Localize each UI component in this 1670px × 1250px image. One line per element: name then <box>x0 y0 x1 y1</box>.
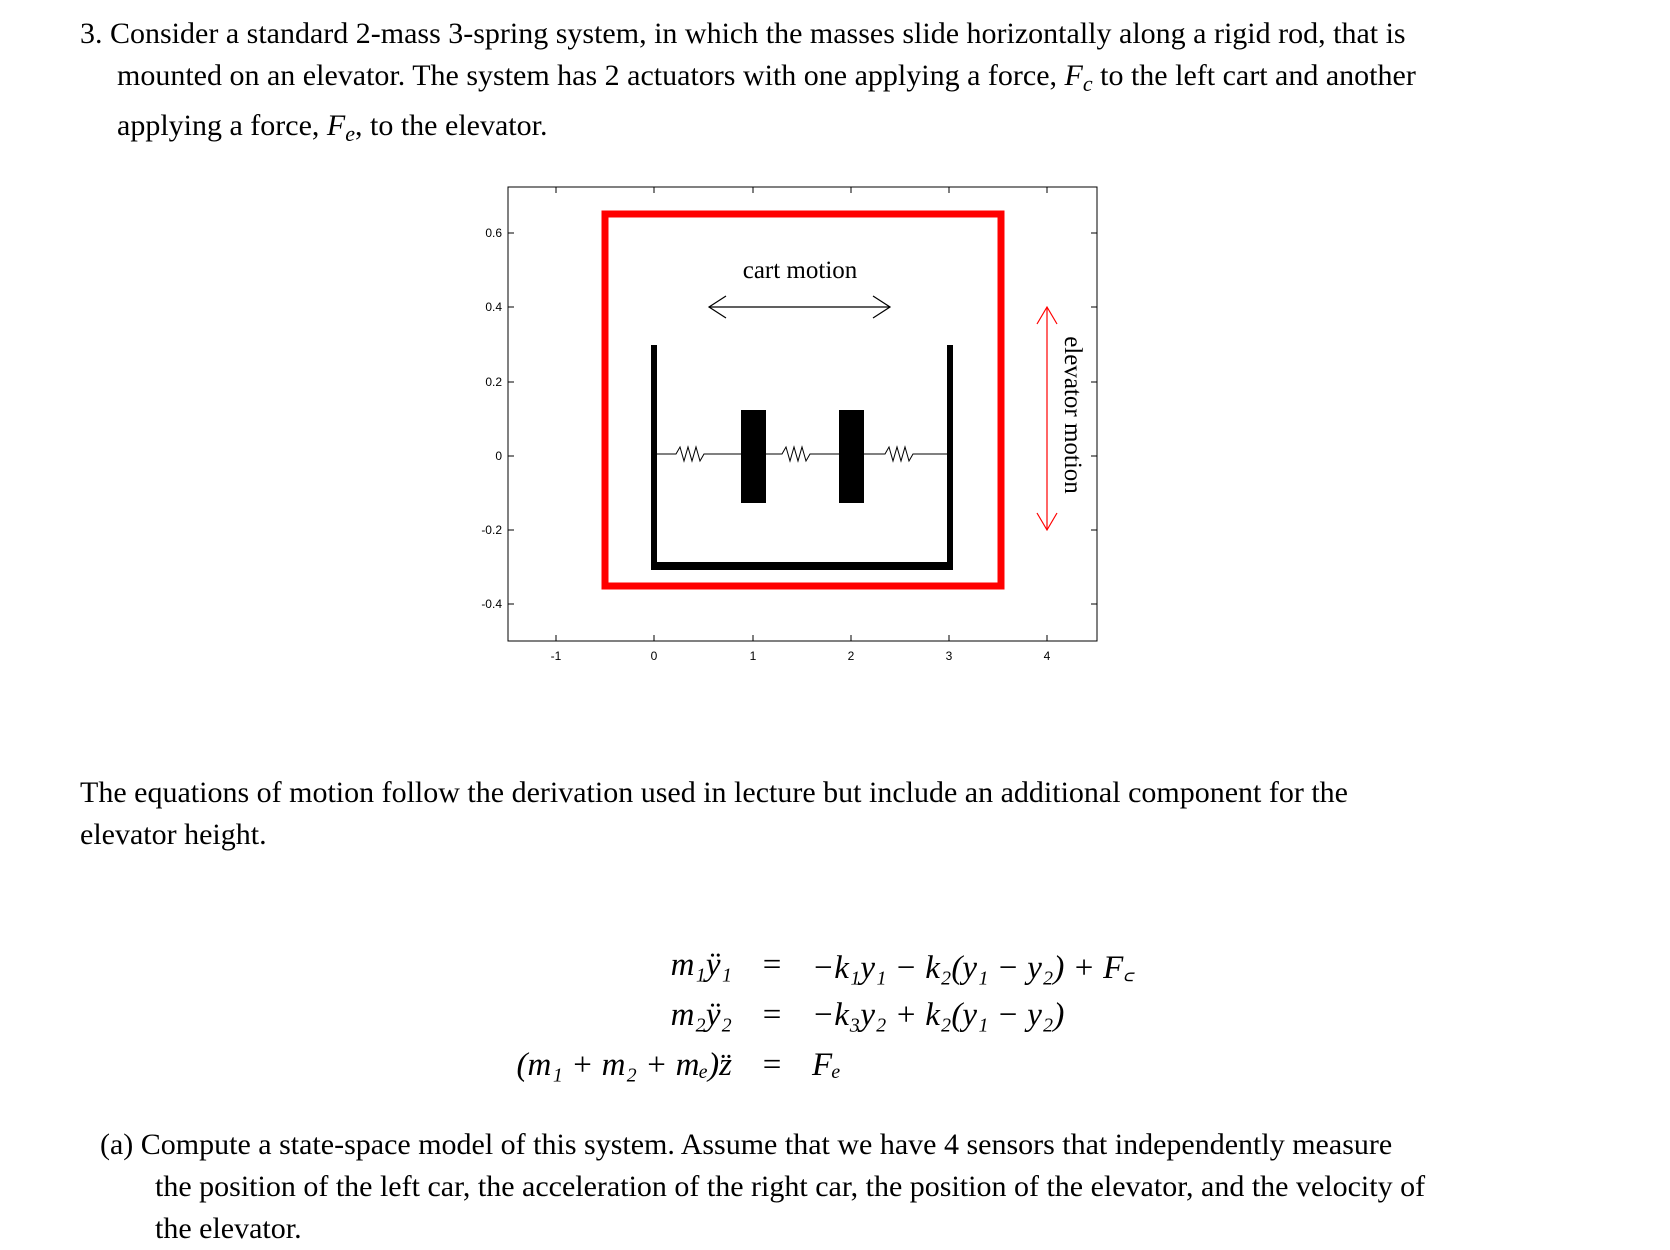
axes-box <box>508 187 1097 641</box>
spring-middle <box>766 447 839 461</box>
part-a-line-1: Compute a state-space model of this system. Assume that we have 4 sensors that independently measure <box>140 1128 1393 1161</box>
system-diagram-svg <box>480 185 1180 705</box>
equation-lhs: m₂ÿ₂ <box>670 996 732 1033</box>
equation-row <box>460 940 1220 990</box>
y-tick-label: 0.2 <box>485 375 502 389</box>
equation-row <box>460 1040 1220 1090</box>
equations-intro-line-2: elevator height. <box>80 818 267 851</box>
x-tick-label: 1 <box>749 649 757 663</box>
equation-equals: = <box>762 996 782 1033</box>
force-c-subscript: c <box>1082 71 1093 96</box>
intro-line-2a: mounted on an elevator. The system has 2 actuators with one applying a force, <box>117 59 1065 92</box>
part-a-label: (a) <box>100 1128 134 1161</box>
spring-left <box>657 447 741 461</box>
equation-rhs: −k₃y₂ + k₂(y₁ − y₂) <box>812 996 1065 1033</box>
equations-block <box>460 940 1220 1090</box>
y-tick-label: 0.6 <box>485 226 502 240</box>
part-a-line-3: the elevator. <box>155 1212 302 1245</box>
x-ticks <box>556 187 1047 641</box>
x-tick-label: 0 <box>650 649 658 663</box>
mass-left <box>741 410 766 503</box>
intro-line-1: Consider a standard 2-mass 3-spring system, in which the masses slide horizontally along a rigid rod, that is <box>110 17 1406 50</box>
part-a-line-2: the position of the left car, the acceleration of the right car, the position of the elevator, and the velocity of <box>155 1170 1426 1203</box>
force-e-symbol: F <box>326 109 346 142</box>
y-tick-label: -0.2 <box>481 523 502 537</box>
problem-statement <box>80 13 1570 155</box>
cart-motion-label: cart motion <box>742 257 858 284</box>
equations-intro <box>80 772 1570 856</box>
cart-motion-arrow <box>709 296 890 318</box>
elevator-motion-label: elevator motion <box>1059 336 1086 494</box>
y-ticks <box>508 233 1097 604</box>
intro-line-2b: to the left cart and another <box>1092 59 1416 92</box>
intro-line-3a: applying a force, <box>117 109 327 142</box>
y-tick-label: 0.4 <box>485 300 502 314</box>
x-tick-label: 3 <box>945 649 953 663</box>
equation-rhs: Fₑ <box>812 1046 841 1083</box>
part-a <box>100 1124 1570 1250</box>
mass-right <box>839 410 864 503</box>
spring-right <box>864 447 947 461</box>
x-tick-label: 2 <box>847 649 855 663</box>
equation-rhs: −k₁y₁ − k₂(y₁ − y₂) + F꜀ <box>812 949 1135 986</box>
force-e-subscript: e <box>345 121 356 146</box>
equation-row <box>460 990 1220 1040</box>
x-tick-label: 4 <box>1043 649 1051 663</box>
equation-lhs: m₁ÿ₁ <box>670 946 732 983</box>
elevator-motion-arrow <box>1037 307 1057 530</box>
equation-lhs: (m₁ + m₂ + mₑ)z̈ <box>516 1046 732 1083</box>
intro-line-3b: , to the elevator. <box>355 109 548 142</box>
force-c-symbol: F <box>1064 59 1083 92</box>
equation-equals: = <box>762 946 782 983</box>
system-figure <box>480 185 1180 705</box>
equations-intro-line-1: The equations of motion follow the derivation used in lecture but include an additional component for the <box>80 776 1348 809</box>
equation-equals: = <box>762 1046 782 1083</box>
problem-number: 3. <box>80 17 103 50</box>
y-tick-label: 0 <box>495 449 502 463</box>
y-tick-label: -0.4 <box>481 597 502 611</box>
x-tick-label: -1 <box>550 649 562 663</box>
